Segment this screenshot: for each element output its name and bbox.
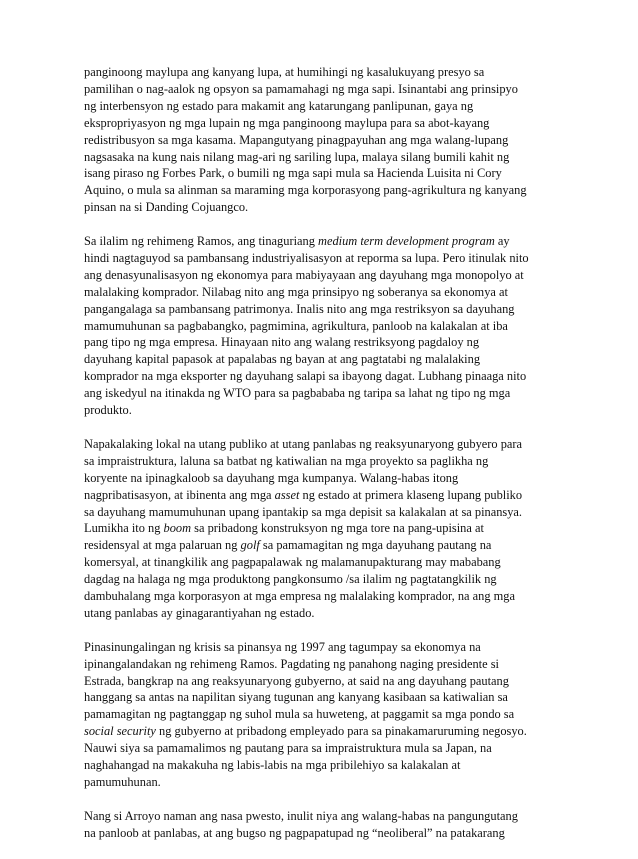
paragraph: [84, 64, 554, 216]
text-line: [84, 537, 554, 554]
text-segment: pamamagitan ng pagtanggap ng suhol mula sa huweteng, at paggamit sa mga pondo sa: [84, 707, 515, 722]
text-line: [84, 233, 554, 250]
text-line: [84, 64, 554, 81]
text-line: [84, 453, 554, 470]
text-line: [84, 774, 554, 791]
text-segment: redistribusyon sa mga kasama. Mapangutyang pinagpayuhan ang mga walang-lupang: [84, 132, 509, 147]
text-line: [84, 81, 554, 98]
text-line: [84, 740, 554, 757]
text-segment: Aquino, o mula sa alinman sa maraming mga korporasyong pang-agrikultura ng kanyang: [84, 183, 527, 198]
text-segment: sa pamamagitan ng mga dayuhang pautang na: [259, 538, 492, 553]
text-line: [84, 470, 554, 487]
text-line: [84, 673, 554, 690]
text-line: [84, 757, 554, 774]
text-line: [84, 605, 554, 622]
text-segment: Pinasinungalingan ng krisis sa pinansya ng 1997 ang tagumpay sa ekonomya na: [84, 639, 481, 654]
text-segment: sa impraistruktura, laluna sa batbat ng katiwalian na mga proyekto sa paglikha ng: [84, 453, 489, 468]
text-line: [84, 182, 554, 199]
text-segment: nagsasaka na kung nais nilang mag-ari ng sariling lupa, malaya silang bumili kahit ng: [84, 149, 510, 164]
text-line: [84, 115, 554, 132]
text-segment: komprador na mga eksporter ng dayuhang salapi sa ibayong dagat. Lubhang pinaaga nito: [84, 369, 527, 384]
text-segment: utang panlabas ay ginagarantiyahan ng estado.: [84, 605, 315, 620]
text-segment: pang tipo ng mga empresa. Hinayaan nito ang walang restriksyong pagdaloy ng: [84, 335, 480, 350]
text-segment: pinsan na si Danding Cojuangco.: [84, 200, 249, 215]
text-segment: Lumikha ito ng: [84, 521, 164, 536]
text-segment: komersyal, at tinangkilik ang pagpapalawak ng malamanupakturang may mababang: [84, 555, 501, 570]
italic-term: social security: [84, 724, 156, 739]
italic-term: asset: [274, 487, 300, 502]
text-line: [84, 199, 554, 216]
text-segment: hindi nagtaguyod sa pambansang industriyalisasyon at reporma sa lupa. Pero itinulak nito: [84, 250, 529, 265]
text-segment: residensyal at mga palaruan ng: [84, 538, 241, 553]
text-segment: ang iskedyul na itinakda ng WTO para sa pagbababa ng taripa sa lahat ng tipo ng mga: [84, 386, 511, 401]
text-line: [84, 318, 554, 335]
text-line: [84, 368, 554, 385]
text-line: [84, 825, 554, 842]
text-line: [84, 588, 554, 605]
paragraph: [84, 436, 554, 622]
paragraph: [84, 808, 554, 842]
text-line: [84, 656, 554, 673]
text-segment: ang denasyunalisasyon ng ekonomya para mabiyayaan ang dayuhang mga monopolyo at: [84, 267, 524, 282]
text-segment: Estrada, bangkrap na ang reaksyunaryong gubyerno, at said na ang dayuhang pautang: [84, 673, 509, 688]
text-line: [84, 487, 554, 504]
text-line: [84, 267, 554, 284]
text-segment: Nang si Arroyo naman ang nasa pwesto, inulit niya ang walang-habas na pangungutang: [84, 808, 518, 823]
text-segment: koryente na ipinagkaloob sa dayuhang mga kumpanya. Walang-habas itong: [84, 470, 459, 485]
text-segment: na panloob at panlabas, at ang bugso ng pagpapatupad ng “neoliberal” na patakarang: [84, 825, 505, 840]
text-segment: Nauwi siya sa pamamalimos ng pautang para sa impraistruktura mula sa Japan, na: [84, 741, 492, 756]
document-body-text: [84, 64, 554, 859]
italic-term: medium term development program: [318, 234, 495, 249]
text-line: [84, 808, 554, 825]
text-segment: malalaking komprador. Nilabag nito ang mga prinsipyo ng soberanya sa ekonomya at: [84, 284, 508, 299]
text-line: [84, 385, 554, 402]
text-line: [84, 723, 554, 740]
text-line: [84, 706, 554, 723]
text-line: [84, 149, 554, 166]
italic-term: golf: [240, 538, 260, 553]
text-segment: panginoong maylupa ang kanyang lupa, at humihingi ng kasalukuyang presyo sa: [84, 65, 485, 79]
text-line: [84, 165, 554, 182]
text-line: [84, 689, 554, 706]
text-segment: ekspropriyasyon ng mga lupain ng mga panginoong maylupa para sa abot-kayang: [84, 115, 490, 130]
text-line: [84, 402, 554, 419]
text-line: [84, 351, 554, 368]
text-segment: Sa ilalim ng rehimeng Ramos, ang tinaguriang: [84, 234, 319, 249]
text-segment: ng gubyerno at pribadong empleyado para sa pinakamaruruming negosyo.: [155, 724, 527, 739]
text-segment: hanggang sa antas na napilitan siyang tugunan ang kanyang kasibaan sa katiwalian sa: [84, 690, 508, 705]
text-line: [84, 132, 554, 149]
text-line: [84, 98, 554, 115]
text-segment: produkto.: [84, 403, 132, 418]
text-segment: sa pribadong konstruksyon ng mga tore na pang-upisina at: [191, 521, 484, 536]
text-line: [84, 284, 554, 301]
text-segment: ipinangalandakan ng rehimeng Ramos. Pagdating ng panahong naging presidente si: [84, 656, 499, 671]
text-segment: nagpribatisasyon, at ibinenta ang mga: [84, 487, 275, 502]
text-line: [84, 571, 554, 588]
text-segment: isang piraso ng Forbes Park, o bumili ng mga sapi mula sa Hacienda Luisita ni Cory: [84, 166, 502, 181]
text-segment: ay: [494, 234, 510, 249]
paragraph: [84, 639, 554, 791]
text-line: [84, 250, 554, 267]
text-line: [84, 504, 554, 521]
text-segment: ng estado at primera klaseng lupang publiko: [299, 487, 523, 502]
text-line: [84, 436, 554, 453]
text-line: [84, 334, 554, 351]
text-segment: Napakalaking lokal na utang publiko at utang panlabas ng reaksyunaryong gubyero para: [84, 436, 523, 451]
text-segment: mamumuhunan sa pagbabangko, pagmimina, agrikultura, panloob na kalakalan at iba: [84, 318, 508, 333]
text-line: [84, 520, 554, 537]
text-line: [84, 301, 554, 318]
text-segment: dagdag na halaga ng mga produktong pangkonsumo /sa ilalim ng pagtatangkilik ng: [84, 572, 497, 587]
text-segment: dambuhalang mga korporasyon at mga empresa ng malalaking komprador, na ang mga: [84, 589, 515, 604]
text-line: [84, 639, 554, 656]
text-segment: ng interbensyon ng estado para makamit ang katarungang panlipunan, gaya ng: [84, 98, 474, 113]
text-segment: naghahangad na makakuha ng labis-labis na mga pribilehiyo sa kalakalan at: [84, 758, 461, 773]
italic-term: boom: [163, 521, 192, 536]
paragraph: [84, 233, 554, 419]
text-segment: pangangalaga sa pambansang patrimonya. Inalis nito ang mga restriksyon sa dayuhang: [84, 301, 515, 316]
text-segment: dayuhang kapital papasok at papalabas ng bayan at ang pagtatabi ng malalaking: [84, 352, 481, 367]
text-segment: sa dayuhang mamumuhunan upang ipantakip sa mga depisit sa kalakalan at sa pinansya.: [84, 504, 523, 519]
text-segment: pamilihan o nag-aalok ng opsyon sa pamamahagi ng mga sapi. Isinantabi ang prinsipyo: [84, 81, 518, 96]
text-segment: pamumuhunan.: [84, 775, 161, 790]
text-line: [84, 554, 554, 571]
